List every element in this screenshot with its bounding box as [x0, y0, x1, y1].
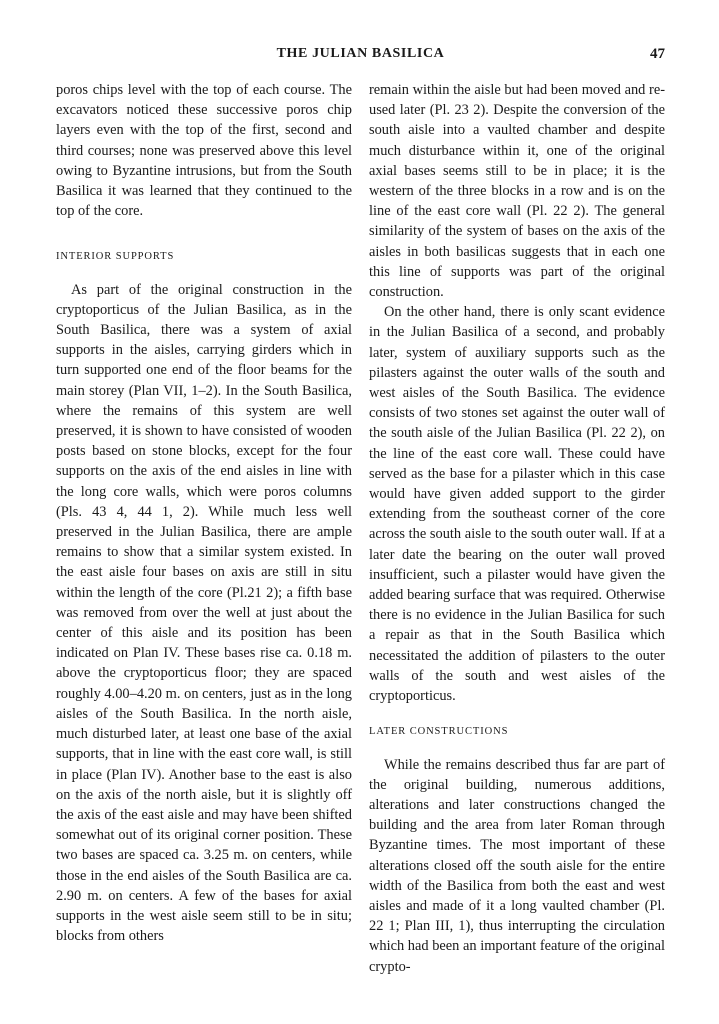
page-number: 47 [650, 46, 665, 62]
left-column [56, 80, 352, 946]
paragraph-interior-supports: As part of the original construction in the cryptoporticus of the Julian Basilica, as in the South Basilica, there was a system of axial supports in the aisles, carrying girders which in turn supported one end of the floor beams for the main storey (Plan VII, 1–2). In the South Basilica, where the remains of this system are well preserved, it is shown to have consisted of wooden posts based on stone blocks, except for the four supports on the axis of the end aisles in line with the long core walls, which were poros columns (Pls. 43 4, 44 1, 2). While much less well preserved in the Julian Basilica, there are ample remains to show that a similar system existed. In the east aisle four bases on axis are still in situ within the length of the core (Pl.21 2); a fifth base was removed from over the well at just about the center of this aisle and its position has been indicated on Plan IV. These bases rise ca. 0.18 m. above the cryptoporticus floor; they are spaced roughly 4.00–4.20 m. on centers, just as in the long aisles of the South Basilica. In the north aisle, much disturbed later, at least one base of the axial supports, that in line with the east core wall, is still in place (Plan IV). Another base to the east is also on the axis of the north aisle, but it is slightly off the axis of the east aisle and may have been shifted somewhat out of its original corner position. These two bases are spaced ca. 3.25 m. on centers, while those in the end aisles of the South Basilica are ca. 2.90 m. on centers. A few of the bases for axial supports in the west aisle seem still to be in situ; blocks from others [56, 281, 352, 945]
running-header [56, 46, 665, 70]
paragraph-continued-right: remain within the aisle but had been moved and re-used later (Pl. 23 2). Despite the conversion of the south aisle into a vaulted chamber and despite much disturbance within it, one of the original axial bases seems still to be in place; it is the western of the three blocks in a row and is on the line of the east core wall (Pl. 22 2). The general similarity of the system of bases on the axis of the aisles in both basilicas suggests that in each one this line of supports was part of the original construction. [369, 82, 665, 301]
running-title: THE JULIAN BASILICA [276, 46, 445, 61]
paragraph-auxiliary-supports: On the other hand, there is only scant evidence in the Julian Basilica of a second, and probably later, system of auxiliary supports such as the pilasters against the outer walls of the south and west aisles of the South Basilica. The evidence consists of two stones set against the outer wall of the south aisle of the Julian Basilica (Pl. 22 2), on the line of the east core wall. These could have served as the base for a pilaster which in this case would have given added support to the girder extending from the southeast corner of the core across the south aisle to the south outer wall. If at a later date the bearing on the outer wall proved insufficient, such a pilaster would have given the added bearing surface that was required. Otherwise there is no evidence in the Julian Basilica for such a repair as that in the South Basilica which necessitated the addition of pilasters to the outer walls of the south and west aisles of the cryptoporticus. [369, 304, 665, 705]
right-column [369, 80, 665, 977]
section-heading-interior-supports: INTERIOR SUPPORTS [56, 251, 175, 263]
paragraph-continued: poros chips level with the top of each course. The excavators noticed these successive poros chip layers even with the top of the first, second and third courses; none was preserved above this level owing to Byzantine intrusions, but from the South Basilica it was learned that they continued to the top of the core. [56, 82, 352, 220]
section-heading-later-constructions: LATER CONSTRUCTIONS [369, 726, 509, 738]
paragraph-later-constructions: While the remains described thus far are part of the original building, numerous additions, alterations and later constructions changed the building and the area from later Roman through Byzantine times. The most important of these alterations closed off the south aisle for the entire width of the Basilica from both the east and west aisles and made of it a long vaulted chamber (Pl. 22 1; Plan III, 1), thus interrupting the circulation which had been an important feature of the original crypto- [369, 756, 665, 975]
